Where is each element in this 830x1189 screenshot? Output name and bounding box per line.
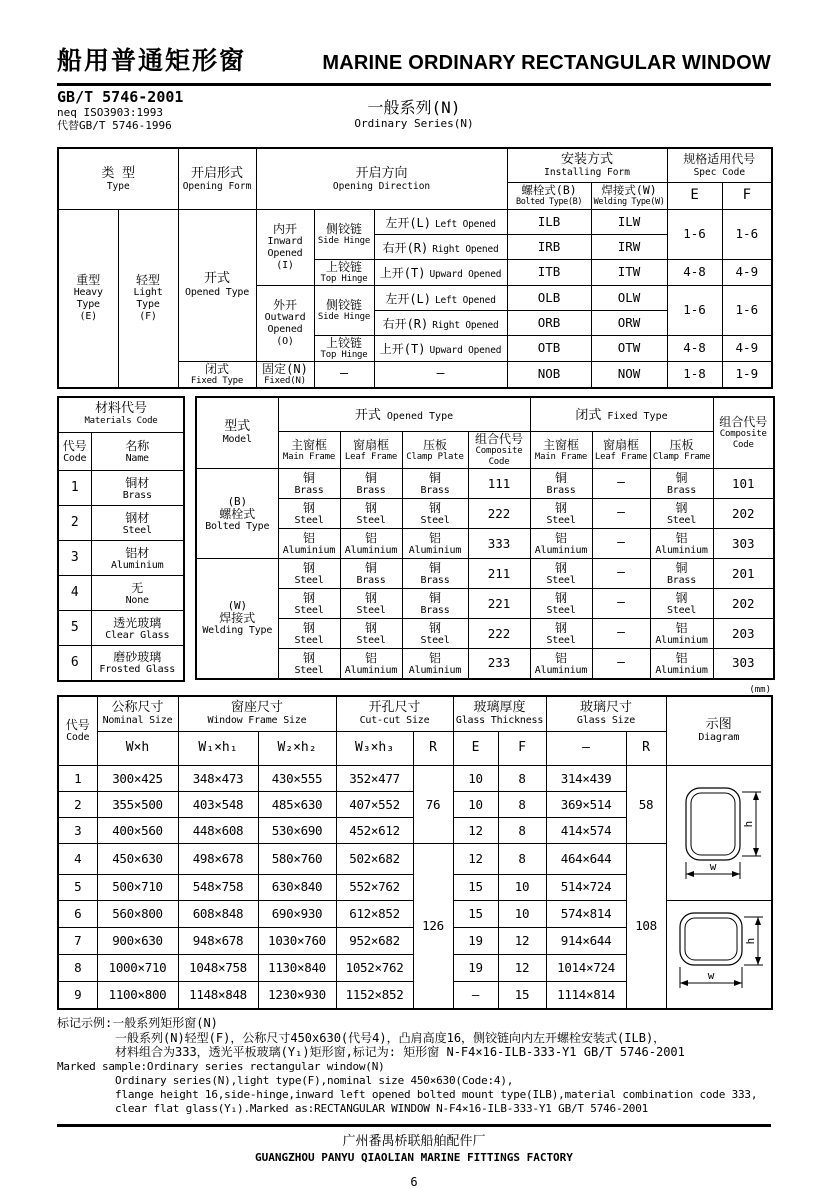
cell-itb: ITB [507,259,591,285]
size-cell: 1052×762 [336,955,413,982]
comb-cell: 钢 Steel [530,619,592,649]
header-clamp-frame: 压板 Clamp Frame [650,432,713,469]
size-cell: 948×678 [178,927,258,954]
size-code: 3 [58,818,97,844]
comb-cell: 钢 Steel [340,499,402,529]
size-cell: 10 [453,766,498,792]
landscape-window-diagram [668,901,773,1005]
size-cell: 502×682 [336,844,413,875]
cell-irb: IRB [507,234,591,259]
comb-dash: — [592,649,650,679]
comb-cell: 钢 Steel [530,499,592,529]
header-composite: 组合代号 Composite Code [713,397,774,469]
material-name: 钢材 Steel [91,506,184,541]
portrait-window-diagram [668,766,773,896]
size-cell: 369×514 [546,792,626,818]
series-heading [57,98,771,131]
header-diagram: 示图 Diagram [666,696,772,766]
window-diagram-landscape [666,900,772,1009]
glass-radius: 108 [626,844,666,1010]
subheader-glass-dash: — [546,732,626,766]
size-cell: 12 [453,818,498,844]
size-cell: 1014×724 [546,955,626,982]
header-f: F [722,182,772,209]
comb-cell: 铝 Aluminium [340,529,402,559]
size-cell: 8 [498,766,546,792]
w-label: w [707,968,714,982]
size-cell: 608×848 [178,900,258,927]
size-cell: 1130×840 [258,955,336,982]
page-number: 6 [410,1174,418,1189]
size-code: 5 [58,874,97,900]
standard-number: GB/T 5746-2001 [57,88,184,106]
header-composite-open: 组合代号 Composite Code [468,432,530,469]
comb-cell: 钢 Steel [278,589,340,619]
page-title-cn: 船用普通矩形窗 [57,46,247,75]
comb-code: 203 [713,619,774,649]
w-label: w [709,860,716,873]
size-table [57,695,773,1011]
cell-spec-f: 1-9 [722,361,772,388]
size-cell: 15 [498,982,546,1009]
size-cell: 12 [453,844,498,875]
cell-dash: — [374,361,507,388]
size-cell: 560×800 [97,900,178,927]
size-cell: 552×762 [336,874,413,900]
size-code: 2 [58,792,97,818]
size-cell: 900×630 [97,927,178,954]
size-cell: 348×473 [178,766,258,792]
material-code: 5 [58,611,91,646]
size-cell: 12 [498,927,546,954]
glass-radius: 58 [626,766,666,844]
size-cell: 574×814 [546,900,626,927]
header-opened-group: 开式 Opened Type [278,397,530,432]
comb-cell: 铜 Brass [402,559,468,589]
size-cell: 8 [498,818,546,844]
material-code: 1 [58,471,91,506]
size-cell: 1030×760 [258,927,336,954]
comb-cell: 钢 Steel [650,589,713,619]
comb-cell: 钢 Steel [278,619,340,649]
cell-irw: IRW [591,234,667,259]
page-content [57,0,771,1189]
cell-top-hinge: 上铰链 Top Hinge [314,335,374,361]
comb-cell: 铜 Brass [402,469,468,499]
size-cell: 300×425 [97,766,178,792]
cell-fixed-type: 闭式 Fixed Type [178,361,256,388]
factory-name-cn: 广州番禺桥联船舶配件厂 [342,1133,486,1149]
size-cell: 19 [453,927,498,954]
size-cell: 355×500 [97,792,178,818]
note-line: Ordinary series(N),light type(F),nominal size 450×630(Code:4), [115,1073,514,1087]
material-code: 6 [58,646,91,681]
cutout-radius: 76 [413,766,453,844]
cell-otb: OTB [507,335,591,361]
comb-cell: 铝 Aluminium [340,649,402,679]
comb-cell: 铜 Brass [340,559,402,589]
header-bolted: 螺栓式(B) Bolted Type(B) [507,182,591,209]
marked-sample-notes [57,1016,771,1116]
size-code: 6 [58,900,97,927]
material-name: 透光玻璃 Clear Glass [91,611,184,646]
cell-olb: OLB [507,285,591,310]
standard-replaces: 代替GB/T 5746-1996 [57,119,172,132]
subheader-w1h1: W₁×h₁ [178,732,258,766]
size-cell: 1230×930 [258,982,336,1009]
cell-orw: ORW [591,310,667,335]
comb-cell: 铝 Aluminium [278,529,340,559]
materials-col-name: 名称 Name [91,433,184,471]
comb-code: 333 [468,529,530,559]
size-cell: 10 [453,792,498,818]
material-code: 3 [58,541,91,576]
footer [57,1133,771,1189]
size-cell: 530×690 [258,818,336,844]
subheader-e: E [453,732,498,766]
size-cell: 690×930 [258,900,336,927]
window-diagram-portrait [666,766,772,901]
comb-code: 111 [468,469,530,499]
note-line: 材料组合为333，透光平板玻璃(Y₁)矩形窗,标记为: 矩形窗 N-F4×16-ILB-333-Y1 GB/T 5746-2001 [115,1045,685,1060]
note-line: 一般系列(N)轻型(F)，公称尺寸450x630(代号4)，凸肩高度16，侧铰链向内左开螺栓安装式(ILB)， [115,1030,666,1045]
comb-cell: 铜 Brass [278,469,340,499]
size-cell: 464×644 [546,844,626,875]
size-cell: 1000×710 [97,955,178,982]
cell-dir-up: 上开(T) Upward Opened [374,259,507,285]
material-name: 无 None [91,576,184,611]
size-cell: 914×644 [546,927,626,954]
comb-cell: 铝 Aluminium [402,529,468,559]
comb-code: 202 [713,589,774,619]
size-cell: 1048×758 [178,955,258,982]
size-cell: 15 [453,900,498,927]
group-welding: (W) 焊接式 Welding Type [196,559,278,679]
comb-cell: 铝 Aluminium [650,649,713,679]
comb-cell: 铝 Aluminium [402,649,468,679]
size-cell: 430×555 [258,766,336,792]
comb-dash: — [592,529,650,559]
comb-cell: 钢 Steel [278,649,340,679]
size-cell: 1114×814 [546,982,626,1009]
comb-dash: — [592,619,650,649]
subheader-cut-r: R [413,732,453,766]
size-code: 4 [58,844,97,875]
comb-dash: — [592,499,650,529]
header-clamp-plate: 压板 Clamp Plate [402,432,468,469]
h-label: h [741,820,755,828]
size-code: 9 [58,982,97,1009]
size-cell: 485×630 [258,792,336,818]
size-cell: — [453,982,498,1009]
standard-block [57,88,771,140]
size-cell: 352×477 [336,766,413,792]
comb-cell: 钢 Steel [278,499,340,529]
header-leaf-frame: 窗扇框 Leaf Frame [592,432,650,469]
series-cn: 一般系列(N) [367,98,461,117]
comb-cell: 钢 Steel [278,559,340,589]
header-installing-form: 安装方式 Installing Form [507,148,667,182]
comb-code: 303 [713,529,774,559]
size-cell: 15 [453,874,498,900]
size-cell: 10 [498,874,546,900]
cell-outward: 外开 Outward Opened (O) [256,285,314,361]
comb-code: 221 [468,589,530,619]
header-spec-code: 规格适用代号 Spec Code [667,148,772,182]
series-en: Ordinary Series(N) [354,117,474,130]
cell-side-hinge: 侧铰链 Side Hinge [314,209,374,259]
cell-olw: OLW [591,285,667,310]
note-line: Marked sample:Ordinary series rectangular window(N) [57,1059,385,1073]
cell-nob: NOB [507,361,591,388]
comb-code: 202 [713,499,774,529]
header-e: E [667,182,722,209]
comb-code: 222 [468,499,530,529]
header-opening-form: 开启形式 Opening Form [178,148,256,209]
note-line: 标记示例:一般系列矩形窗(N) [57,1016,218,1031]
subheader-wh: W×h [97,732,178,766]
size-cell: 8 [498,844,546,875]
standard-neq: neq ISO3903:1993 [57,106,163,119]
header-model: 型式 Model [196,397,278,469]
cell-ilw: ILW [591,209,667,234]
comb-dash: — [592,589,650,619]
header-type: 类 型 Type [58,148,178,209]
subheader-f: F [498,732,546,766]
comb-cell: 钢 Steel [340,619,402,649]
materials-title: 材料代号 Materials Code [58,397,184,433]
size-cell: 19 [453,955,498,982]
cell-itw: ITW [591,259,667,285]
size-cell: 1152×852 [336,982,413,1009]
size-cell: 8 [498,792,546,818]
cell-heavy-type: 重型 Heavy Type (E) [58,209,118,388]
size-cell: 407×552 [336,792,413,818]
comb-cell: 钢 Steel [402,619,468,649]
material-name: 铜材 Brass [91,471,184,506]
size-cell: 580×760 [258,844,336,875]
comb-dash: — [592,559,650,589]
size-cell: 1100×800 [97,982,178,1009]
size-cell: 612×852 [336,900,413,927]
cell-now: NOW [591,361,667,388]
material-code: 4 [58,576,91,611]
materials-table [57,396,185,682]
size-cell: 548×758 [178,874,258,900]
comb-cell: 铜 Brass [650,469,713,499]
header-opening-direction: 开启方向 Opening Direction [256,148,507,209]
header-glass-size: 玻璃尺寸 Glass Size [546,696,666,732]
comb-cell: 钢 Steel [530,589,592,619]
header-main-frame: 主窗框 Main Frame [278,432,340,469]
comb-cell: 铜 Brass [402,589,468,619]
size-cell: 400×560 [97,818,178,844]
size-cell: 452×612 [336,818,413,844]
comb-code: 211 [468,559,530,589]
size-cell: 403×548 [178,792,258,818]
comb-code: 233 [468,649,530,679]
comb-code: 201 [713,559,774,589]
header-nominal-size: 公称尺寸 Nominal Size [97,696,178,732]
cell-spec-f: 1-6 [722,285,772,335]
combination-table [195,396,775,680]
material-name: 磨砂玻璃 Frosted Glass [91,646,184,681]
page-title-en: MARINE ORDINARY RECTANGULAR WINDOW [322,52,771,74]
comb-cell: 钢 Steel [340,589,402,619]
size-cell: 12 [498,955,546,982]
unit-note: (mm) [749,684,771,695]
cell-dir-up: 上开(T) Upward Opened [374,335,507,361]
comb-cell: 铝 Aluminium [650,619,713,649]
header-fixed-group: 闭式 Fixed Type [530,397,713,432]
cell-dir-left: 左开(L) Left Opened [374,285,507,310]
comb-cell: 铜 Brass [340,469,402,499]
note-line: clear flat glass(Y₁).Marked as:RECTANGULAR WINDOW N-F4×16-ILB-333-Y1 GB/T 5746-2001 [115,1101,649,1115]
comb-code: 101 [713,469,774,499]
comb-cell: 钢 Steel [402,499,468,529]
subheader-glass-r: R [626,732,666,766]
comb-cell: 铜 Brass [650,559,713,589]
h-label: h [743,937,757,944]
size-code: 8 [58,955,97,982]
cell-side-hinge: 侧铰链 Side Hinge [314,285,374,335]
header-window-frame-size: 窗座尺寸 Window Frame Size [178,696,336,732]
size-cell: 498×678 [178,844,258,875]
comb-cell: 钢 Steel [650,499,713,529]
factory-name-en: GUANGZHOU PANYU QIAOLIAN MARINE FITTINGS FACTORY [255,1150,573,1164]
size-cell: 500×710 [97,874,178,900]
type-table [57,147,773,389]
materials-section [57,396,771,682]
footer-rule [57,1124,771,1127]
header-leaf-frame: 窗扇框 Leaf Frame [340,432,402,469]
cell-spec-e: 4-8 [667,335,722,361]
comb-dash: — [592,469,650,499]
cell-spec-e: 1-6 [667,209,722,259]
cell-ilb: ILB [507,209,591,234]
cell-inward: 内开 Inward Opened (I) [256,209,314,285]
subheader-w2h2: W₂×h₂ [258,732,336,766]
cell-light-type: 轻型 Light Type (F) [118,209,178,388]
cell-otw: OTW [591,335,667,361]
cell-spec-f: 1-6 [722,209,772,259]
size-cell: 414×574 [546,818,626,844]
size-cell: 10 [498,900,546,927]
comb-cell: 铝 Aluminium [530,529,592,559]
header-glass-thickness: 玻璃厚度 Glass Thickness [453,696,546,732]
title-bar [57,0,771,86]
material-code: 2 [58,506,91,541]
cell-dir-left: 左开(L) Left Opened [374,209,507,234]
header-welding: 焊接式(W) Welding Type(W) [591,182,667,209]
header-code: 代号 Code [58,696,97,766]
comb-cell: 铝 Aluminium [530,649,592,679]
materials-col-code: 代号 Code [58,433,91,471]
cell-dash: — [314,361,374,388]
cell-orb: ORB [507,310,591,335]
comb-cell: 铝 Aluminium [650,529,713,559]
size-cell: 952×682 [336,927,413,954]
cell-spec-e: 4-8 [667,259,722,285]
header-main-frame: 主窗框 Main Frame [530,432,592,469]
cell-spec-f: 4-9 [722,335,772,361]
header-cutout-size: 开孔尺寸 Cut-cut Size [336,696,453,732]
size-cell: 1148×848 [178,982,258,1009]
size-cell: 514×724 [546,874,626,900]
cell-fixed-n: 固定(N) Fixed(N) [256,361,314,388]
size-code: 7 [58,927,97,954]
comb-code: 303 [713,649,774,679]
cell-top-hinge: 上铰链 Top Hinge [314,259,374,285]
cell-spec-f: 4-9 [722,259,772,285]
cell-spec-e: 1-6 [667,285,722,335]
cutout-radius: 126 [413,844,453,1010]
cell-dir-right: 右开(R) Right Opened [374,310,507,335]
size-cell: 450×630 [97,844,178,875]
size-cell: 630×840 [258,874,336,900]
size-cell: 448×608 [178,818,258,844]
material-name: 铝材 Aluminium [91,541,184,576]
comb-cell: 铜 Brass [530,469,592,499]
comb-code: 222 [468,619,530,649]
size-cell: 314×439 [546,766,626,792]
group-bolted: (B) 螺栓式 Bolted Type [196,469,278,559]
size-code: 1 [58,766,97,792]
cell-dir-right: 右开(R) Right Opened [374,234,507,259]
subheader-w3h3: W₃×h₃ [336,732,413,766]
cell-spec-e: 1-8 [667,361,722,388]
comb-cell: 钢 Steel [530,559,592,589]
note-line: flange height 16,side-hinge,inward left opened bolted mount type(ILB),material combination code 333, [115,1087,758,1101]
cell-opened-type: 开式 Opened Type [178,209,256,361]
